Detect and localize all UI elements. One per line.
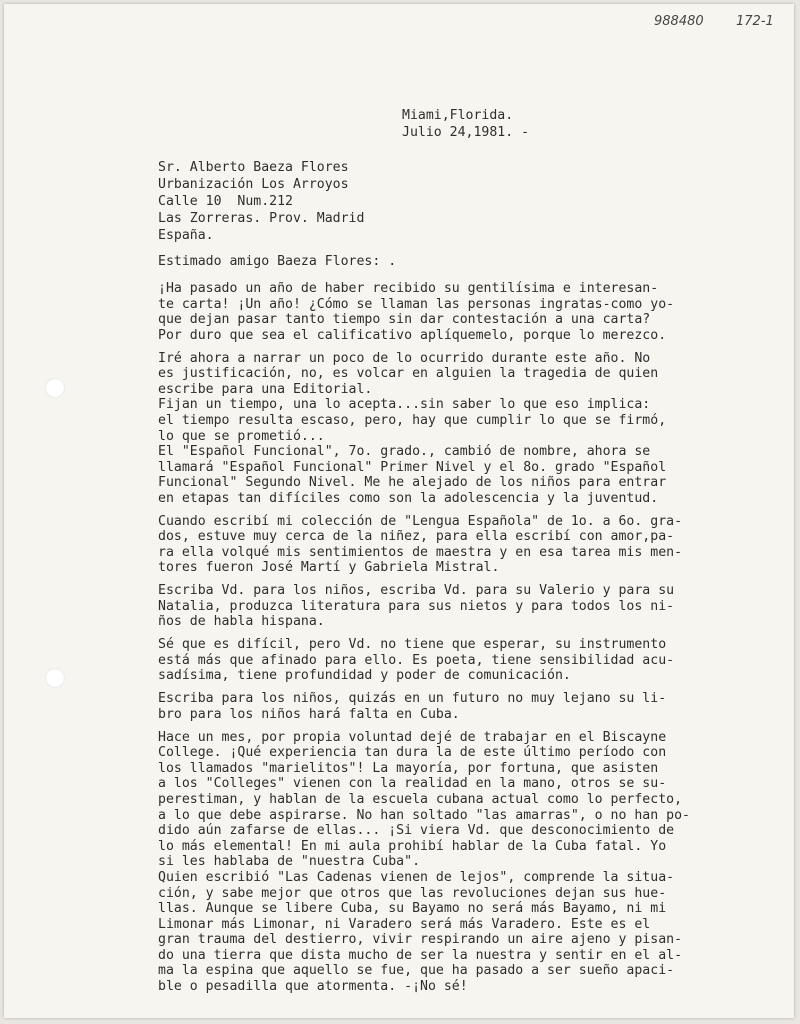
page-number: 172-1 bbox=[736, 14, 774, 29]
letter-page bbox=[4, 4, 794, 1018]
date-block bbox=[402, 107, 529, 141]
place-line: Miami,Florida. bbox=[402, 108, 514, 123]
recipient-address bbox=[158, 159, 364, 244]
paragraph: Escriba Vd. para los niños, escriba Vd. para su Valerio y para su Natalia, produzca literatura para sus nietos y para todos los ni- ños de habla hispana. bbox=[158, 583, 675, 630]
salutation: Estimado amigo Baeza Flores: . bbox=[158, 254, 397, 269]
address-line: Sr. Alberto Baeza Flores bbox=[158, 160, 349, 175]
paragraph: Hace un mes, por propia voluntad dejé de trabajar en el Biscayne College. ¡Qué experiencia tan dura la de este último período con los llamados "marielitos"! La mayoría, por fortuna, que asisten a los "Colleges" vienen con la realidad en la mano, otros se su- perestiman, y hablan de la escuela cubana actual como lo perfecto, a lo que debe aspirarse. No han soltado "las amarras", o no han po- dido aún zafarse de ellas... ¡Si viera Vd. que desconocimiento de lo más elemental! En mi aula prohibí hablar de la Cuba fatal. Yo si les hablaba de "nuestra Cuba". bbox=[158, 729, 690, 870]
date-line: Julio 24,1981. - bbox=[402, 125, 530, 140]
address-line: Urbanización Los Arroyos bbox=[158, 177, 349, 192]
paragraph: Escriba para los niños, quizás en un futuro no muy lejano su li- bro para los niños hará falta en Cuba. bbox=[158, 691, 667, 722]
address-line: Calle 10 Num.212 bbox=[158, 194, 293, 209]
paragraph: Cuando escribí mi colección de "Lengua Española" de 1o. a 6o. gra- dos, estuve muy cerca de la niñez, para ella escribí con amor,pa- ra ella volqué mis sentimientos de maestra y en esa tarea mis men- tores fueron José Martí y Gabriela Mistral. bbox=[158, 513, 683, 576]
archive-number: 988480 bbox=[654, 14, 704, 29]
paragraph: Quien escribió "Las Cadenas vienen de lejos", comprende la situa- ción, y sabe mejor que otros que las revoluciones dejan sus hue- llas. Aunque se libere Cuba, su Bayamo no será más Bayamo, ni mi Limonar más Limonar, ni Varadero será más Varadero. Este es el gran trauma del destierro, vivir respirando un aire ajeno y pisan- do una tierra que dista mucho de ser la nuestra y sentir en el al- ma la espina que aquello se fue, que ha pasado a ser sueño apaci- ble o pesadilla que atormenta. -¡No sé! bbox=[158, 869, 683, 995]
paragraph: Fijan un tiempo, una lo acepta...sin saber lo que eso implica: el tiempo resulta escaso, pero, hay que cumplir lo que se firmó, lo que se prometió... bbox=[158, 397, 667, 444]
address-line: España. bbox=[158, 228, 214, 243]
paragraph: El "Español Funcional", 7o. grado., cambió de nombre, ahora se llamará "Español Funcional" Primer Nivel y el 8o. grado "Español Funcional" Segundo Nivel. Me he alejado de los niños para entrar en etapas tan difíciles como son la adolescencia y la juventud. bbox=[158, 444, 667, 506]
punch-hole bbox=[45, 378, 65, 398]
address-line: Las Zorreras. Prov. Madrid bbox=[158, 211, 365, 226]
paragraph: Iré ahora a narrar un poco de lo ocurrido durante este año. No es justificación, no, es volcar en alguien la tragedia de quien escribe para una Editorial. bbox=[158, 350, 659, 397]
paragraph: ¡Ha pasado un año de haber recibido su gentilísima e interesan- te carta! ¡Un año! ¿Cómo se llaman las personas ingratas-como yo- que dejan pasar tanto tiempo sin dar contestación a una carta? Por duro que sea el calificativo aplíquemelo, porque lo merezco. bbox=[158, 281, 675, 343]
letter-body bbox=[158, 281, 778, 1002]
punch-hole bbox=[45, 668, 65, 688]
paragraph: Sé que es difícil, pero Vd. no tiene que esperar, su instrumento está más que afinado para ello. Es poeta, tiene sensibilidad acu- sadísima, tiene profundidad y poder de comunicación. bbox=[158, 637, 675, 684]
